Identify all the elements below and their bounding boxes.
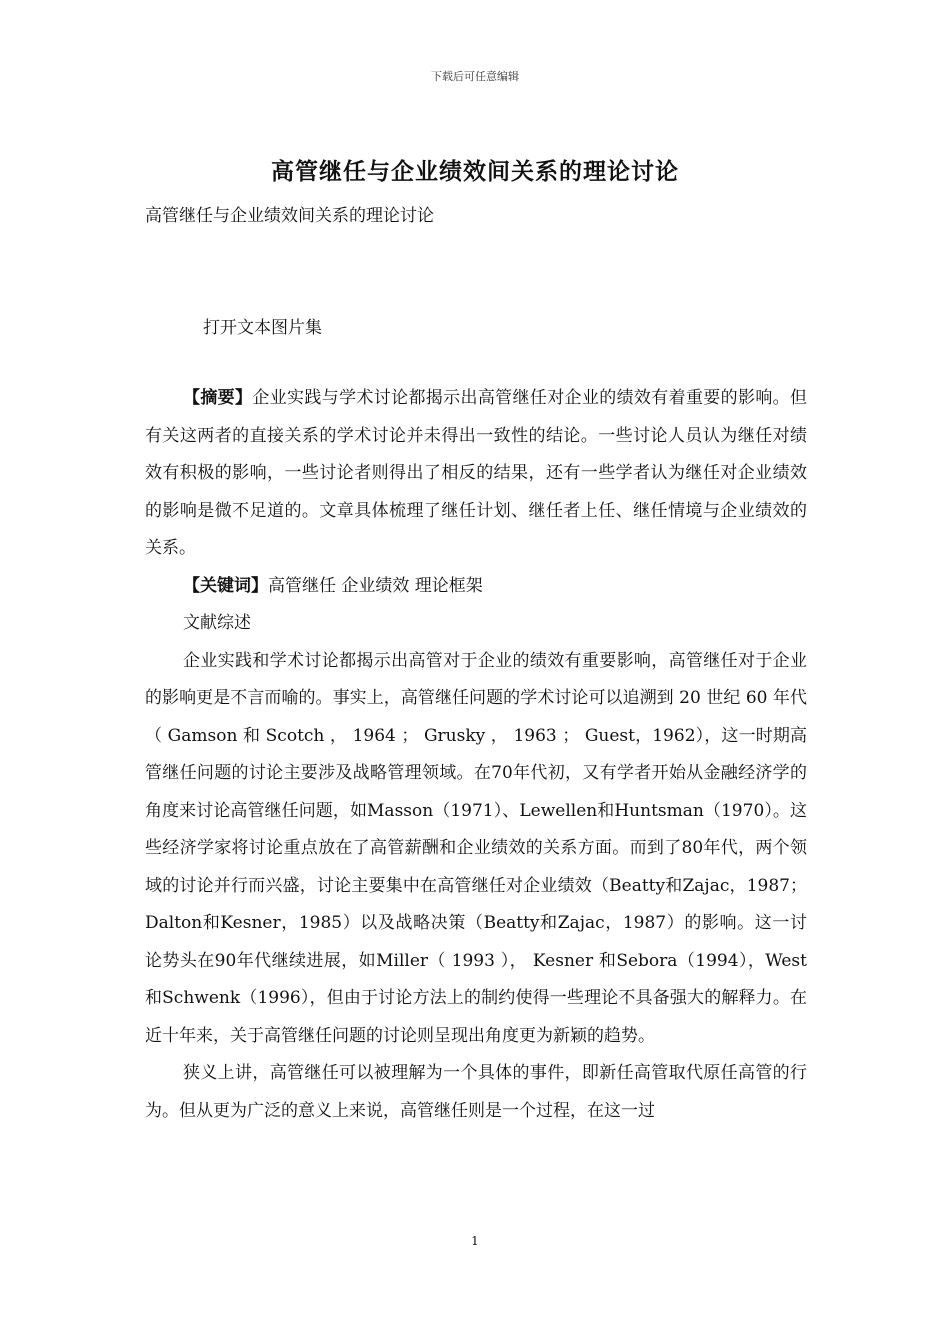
abstract-paragraph [145,380,807,568]
body-paragraph: 企业实践和学术讨论都揭示出高管对于企业的绩效有重要影响，高管继任对于企业的影响更是不言而喻的。事实上，高管继任问题的学术讨论可以追溯到 20 世纪 60 年代（ Gamson 和 Scotch ， 1964 ； Grusky ， 1963 ； Guest，1962），这一时期高管继任问题的讨论主要涉及战略管理领域。在70年代初，又有学者开始从金融经济学的角度来讨论高管继任问题，如Masson（1971）、Lewellen和Huntsman（1970）。这些经济学家将讨论重点放在了高管薪酬和企业绩效的关系方面。而到了80年代，两个领域的讨论并行而兴盛，讨论主要集中在高管继任对企业绩效（Beatty和Zajac，1987；Dalton和Kesner，1985）以及战略决策（Beatty和Zajac，1987）的影响。这一讨论势头在90年代继续进展，如Miller（ 1993 ）， Kesner 和Sebora（1994），West和Schwenk（1996），但由于讨论方法上的制约使得一些理论不具备强大的解释力。在近十年来，关于高管继任问题的讨论则呈现出角度更为新颖的趋势。 [145,650,807,1046]
document-body [145,380,807,1130]
document-title: 高管继任与企业绩效间关系的理论讨论 [271,158,679,185]
keywords-paragraph [145,568,807,606]
keywords-text: 高管继任 企业绩效 理论框架 [268,575,483,596]
body-paragraph: 狭义上讲，高管继任可以被理解为一个具体的事件，即新任高管取代原任高管的行为。但从更为广泛的意义上来说，高管继任则是一个过程，在这一过 [145,1063,807,1121]
page-number: 1 [471,1234,479,1248]
document-subtitle: 高管继任与企业绩效间关系的理论讨论 [145,206,434,226]
keywords-label: 【关键词】 [183,575,268,596]
abstract-text: 企业实践与学术讨论都揭示出高管继任对企业的绩效有着重要的影响。但有关这两者的直接关系的学术讨论并未得出一致性的结论。一些讨论人员认为继任对绩效有积极的影响，一些讨论者则得出了相反的结果，还有一些学者认为继任对企业绩效的影响是微不足道的。文章具体梳理了继任计划、继任者上任、继任情境与企业绩效的关系。 [145,388,808,558]
open-image-gallery-link[interactable]: 打开文本图片集 [203,318,322,338]
abstract-label: 【摘要】 [183,388,253,408]
section-heading: 文献综述 [183,613,251,633]
page-header: 下载后可任意编辑 [431,70,519,83]
